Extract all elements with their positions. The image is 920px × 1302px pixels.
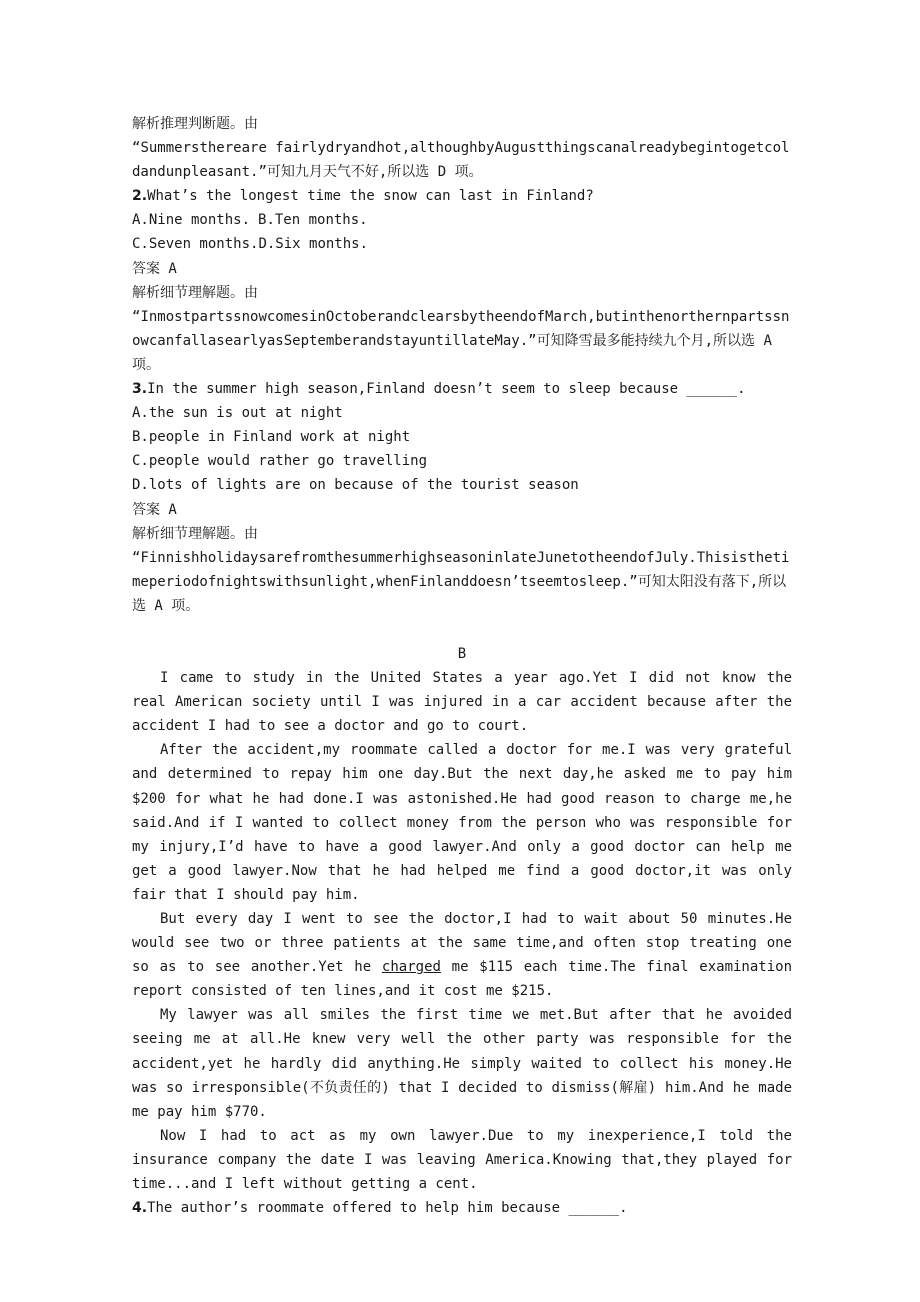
q2-explanation-quote: [132, 305, 792, 377]
question-number: 4.: [132, 1200, 148, 1217]
quote-text: Summersthereare fairlydryandhot,althoughbyAugustthingscanalreadybegintogetcoldandunpleasant.: [132, 140, 790, 181]
q1-explanation-quote: [132, 136, 792, 184]
document-page: [132, 112, 792, 1220]
quote-text: FinnishholidaysarefromthesummerhighseasoninlateJunetotheendofJuly.Thisisthetimeperiodofnightswithsunlight,whenFinlanddoesn’tseemtosleep.: [132, 549, 790, 590]
passage-paragraph-5: Now I had to act as my own lawyer.Due to my inexperience,I told the insurance company the date I was leaving America.Knowing that,they played for time...and I left without getting a cent.: [132, 1127, 792, 1193]
quote-text: InmostpartssnowcomesinOctoberandclearsbytheendofMarch,butinthenorthernpartssnowcanfallasearlyasSeptemberandstayuntillateMay.: [132, 308, 790, 349]
paragraph-text: But every day I went to see the doctor,I had to wait about 50 minutes.He would see two or three patients at the same time,and often stop treating one so as to see another.Yet he: [132, 911, 792, 976]
question-3: [132, 377, 792, 401]
quote-open: “: [132, 308, 141, 325]
q2-explanation-label: 解析细节理解题。由: [132, 284, 258, 301]
q3-answer: 答案 A: [132, 501, 177, 518]
option-c: C.people would rather go travelling: [132, 453, 428, 470]
question-number: 2.: [132, 188, 148, 205]
quote-open: “: [132, 140, 141, 157]
option-b: B.people in Finland work at night: [132, 429, 411, 446]
passage-paragraph-3: [132, 907, 792, 1003]
quote-conclusion: ”可知降雪最多能持续九个月,所以选 A 项。: [132, 332, 772, 373]
option-b: B.Ten months.: [258, 212, 368, 229]
q2-answer: 答案 A: [132, 260, 177, 277]
quote-conclusion: ”可知太阳没有落下,所以选 A 项。: [132, 573, 787, 614]
passage-paragraph-4: My lawyer was all smiles the first time we met.But after that he avoided seeing me at all.He knew very well the other party was responsible for the accident,yet he hardly did anything.He simply waited to collect his money.He was so irresponsible(不负责任的) that I decided to dismiss(解雇) him.And he made me pay him $770.: [132, 1007, 792, 1120]
question-2: [132, 184, 792, 208]
question-text: The author’s roommate offered to help him because ______.: [147, 1200, 628, 1217]
question-text: What’s the longest time the snow can last in Finland?: [147, 188, 594, 205]
quote-open: “: [132, 549, 141, 566]
section-b-title: B: [457, 645, 467, 662]
q2-options-row-2: [132, 232, 792, 256]
question-number: 3.: [132, 381, 148, 398]
q2-options-row-1: [132, 208, 792, 232]
q1-explanation-prefix: 解析推理判断题。由: [132, 116, 258, 132]
q3-explanation-label: 解析细节理解题。由: [132, 525, 258, 542]
option-a: A.Nine months.: [132, 212, 251, 229]
q1-explanation-label: [132, 112, 792, 136]
underlined-word: charged: [381, 959, 441, 976]
option-a: A.the sun is out at night: [132, 405, 343, 422]
question-text: In the summer high season,Finland doesn’t seem to sleep because ______.: [147, 381, 746, 398]
question-4: [132, 1196, 792, 1220]
paragraph-text: me $115 each time.The final examination report consisted of ten lines,and it cost me $215.: [132, 959, 792, 1000]
passage-paragraph-1: I came to study in the United States a year ago.Yet I did not know the real American society until I was injured in a car accident because after the accident I had to see a doctor and go to court.: [132, 670, 792, 735]
q3-explanation-quote: [132, 546, 792, 618]
quote-conclusion: ”可知九月天气不好,所以选 D 项。: [258, 164, 483, 181]
option-c: C.Seven months.: [132, 236, 259, 253]
option-d: D.Six months.: [258, 236, 369, 253]
option-d: D.lots of lights are on because of the tourist season: [132, 477, 579, 494]
passage-paragraph-2: After the accident,my roommate called a doctor for me.I was very grateful and determined to repay him one day.But the next day,he asked me to pay him $200 for what he had done.I was astonished.He had good reason to charge me,he said.And if I wanted to collect money from the person who was responsible for my injury,I’d have to have a good lawyer.And only a good doctor can help me get a good lawyer.Now that he had helped me find a good doctor,it was only fair that I should pay him.: [132, 742, 792, 903]
